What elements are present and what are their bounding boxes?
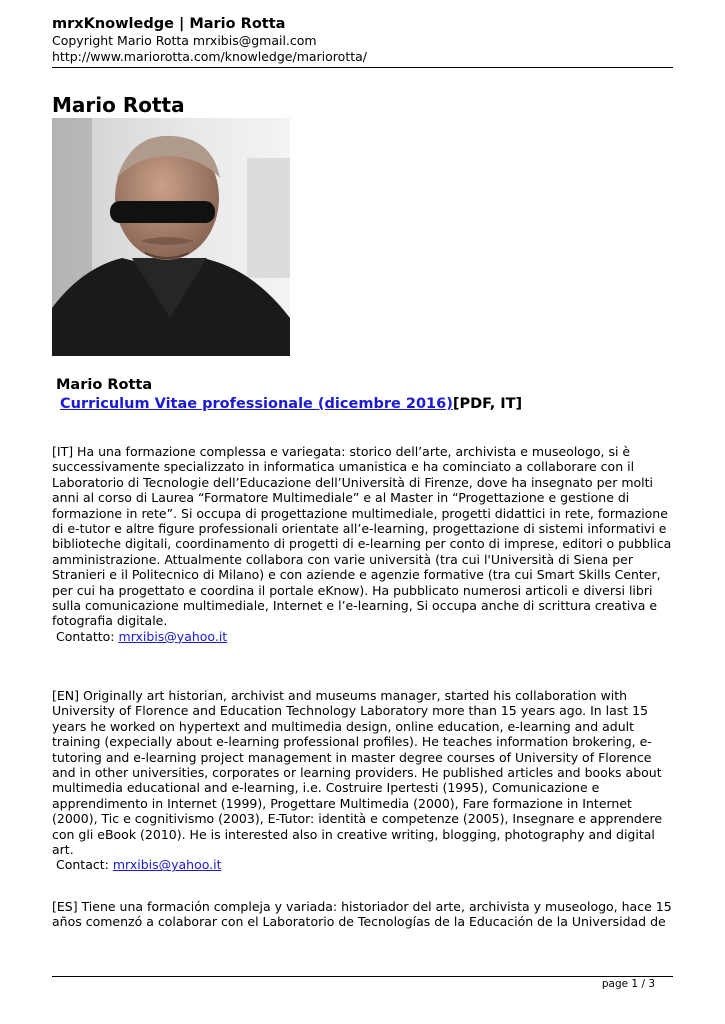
cv-line [60,394,522,414]
contact-line-it [56,629,677,644]
bio-spanish-text: [ES] Tiene una formación compleja y variada: historiador del arte, archivista y museologo, hace 15 años comenzó a colaborar con el Laboratorio de Tecnologías de la Educación de la Universidad de [52,899,672,930]
page-number: page 1 / 3 [601,978,655,990]
page-title: Mario Rotta [52,93,185,117]
bio-italian [52,444,677,644]
copyright-line: Copyright Mario Rotta mrxibis@gmail.com [52,33,317,48]
portrait-photo [52,118,290,356]
cv-link[interactable]: Curriculum Vitae professionale (dicembre 2016) [60,396,453,412]
cv-format-label: [PDF, IT] [452,396,523,412]
bio-italian-text: [IT] Ha una formazione complessa e variegata: storico dell’arte, archivista e museologo, si è successivamente specializzato in informatica umanistica e ha cominciato a collaborare con il Laboratorio di Tecnologie dell’Educazione dell’Università di Firenze, dove ha insegnato per molti anni al corso di Laurea “Formatore Multimediale” e al Master in “Progettazione e gestione di formazione in rete”. Si occupa di progettazione multimediale, progetti didattici in rete, formazione di e-tutor e altre figure professionali orientate all’e-learning, progettazione di sistemi informativi e biblioteche digitali, coordinamento di progetti di e-learning per conto di imprese, editori o pubblica amministrazione. Attualmente collabora con varie università (tra cui l'Università di Siena per Stranieri e il Politecnico di Milano) e con aziende e agenzie formative (tra cui Smart Skills Center, per cui ha progettato e coordina il portale eKnow). Ha pubblicato numerosi articoli e diversi libri sulla comunicazione multimediale, Internet e l’e-learning, Si occupa anche di scrittura creativa e fotografia digitale. [52,444,672,629]
bio-english-text: [EN] Originally art historian, archivist and museums manager, started his collaboration with University of Florence and Education Technology Laboratory more than 15 years ago. In last 15 years he worked on hypertext and multimedia design, online education, e-learning and adult training (expecially about e-learning professional profiles). He teaches information brokering, e-tutoring and e-learning project management in master degree courses of University of Florence and in other universities, corporates or learning providers. He published articles and books about multimedia educational and e-learning, i.e. Costruire Ipertesti (1995), Comunicazione e apprendimento in Internet (1999), Progettare Multimedia (2000), Fare formazione in Internet (2000), Tic e cognitivismo (2003), E-Tutor: identità e competenze (2005), Insegnare e apprendere con gli eBook (2010). He is interested also in creative writing, blogging, photography and digital art. [52,688,663,858]
footer-divider [52,976,673,977]
contact-label: Contatto: [56,628,115,644]
author-block [56,376,522,414]
person-photo-icon [52,118,290,356]
contact-email-link[interactable]: mrxibis@yahoo.it [118,628,228,644]
contact-email-link[interactable]: mrxibis@yahoo.it [112,857,222,873]
bio-english [52,688,677,873]
document-header [52,15,673,65]
header-divider [52,67,673,68]
author-name: Mario Rotta [56,377,153,393]
bio-spanish [52,899,677,930]
source-url: http://www.mariorotta.com/knowledge/mariorotta/ [52,49,367,64]
site-title: mrxKnowledge | Mario Rotta [52,16,286,32]
contact-label: Contact: [56,857,109,873]
contact-line-en [56,857,677,872]
